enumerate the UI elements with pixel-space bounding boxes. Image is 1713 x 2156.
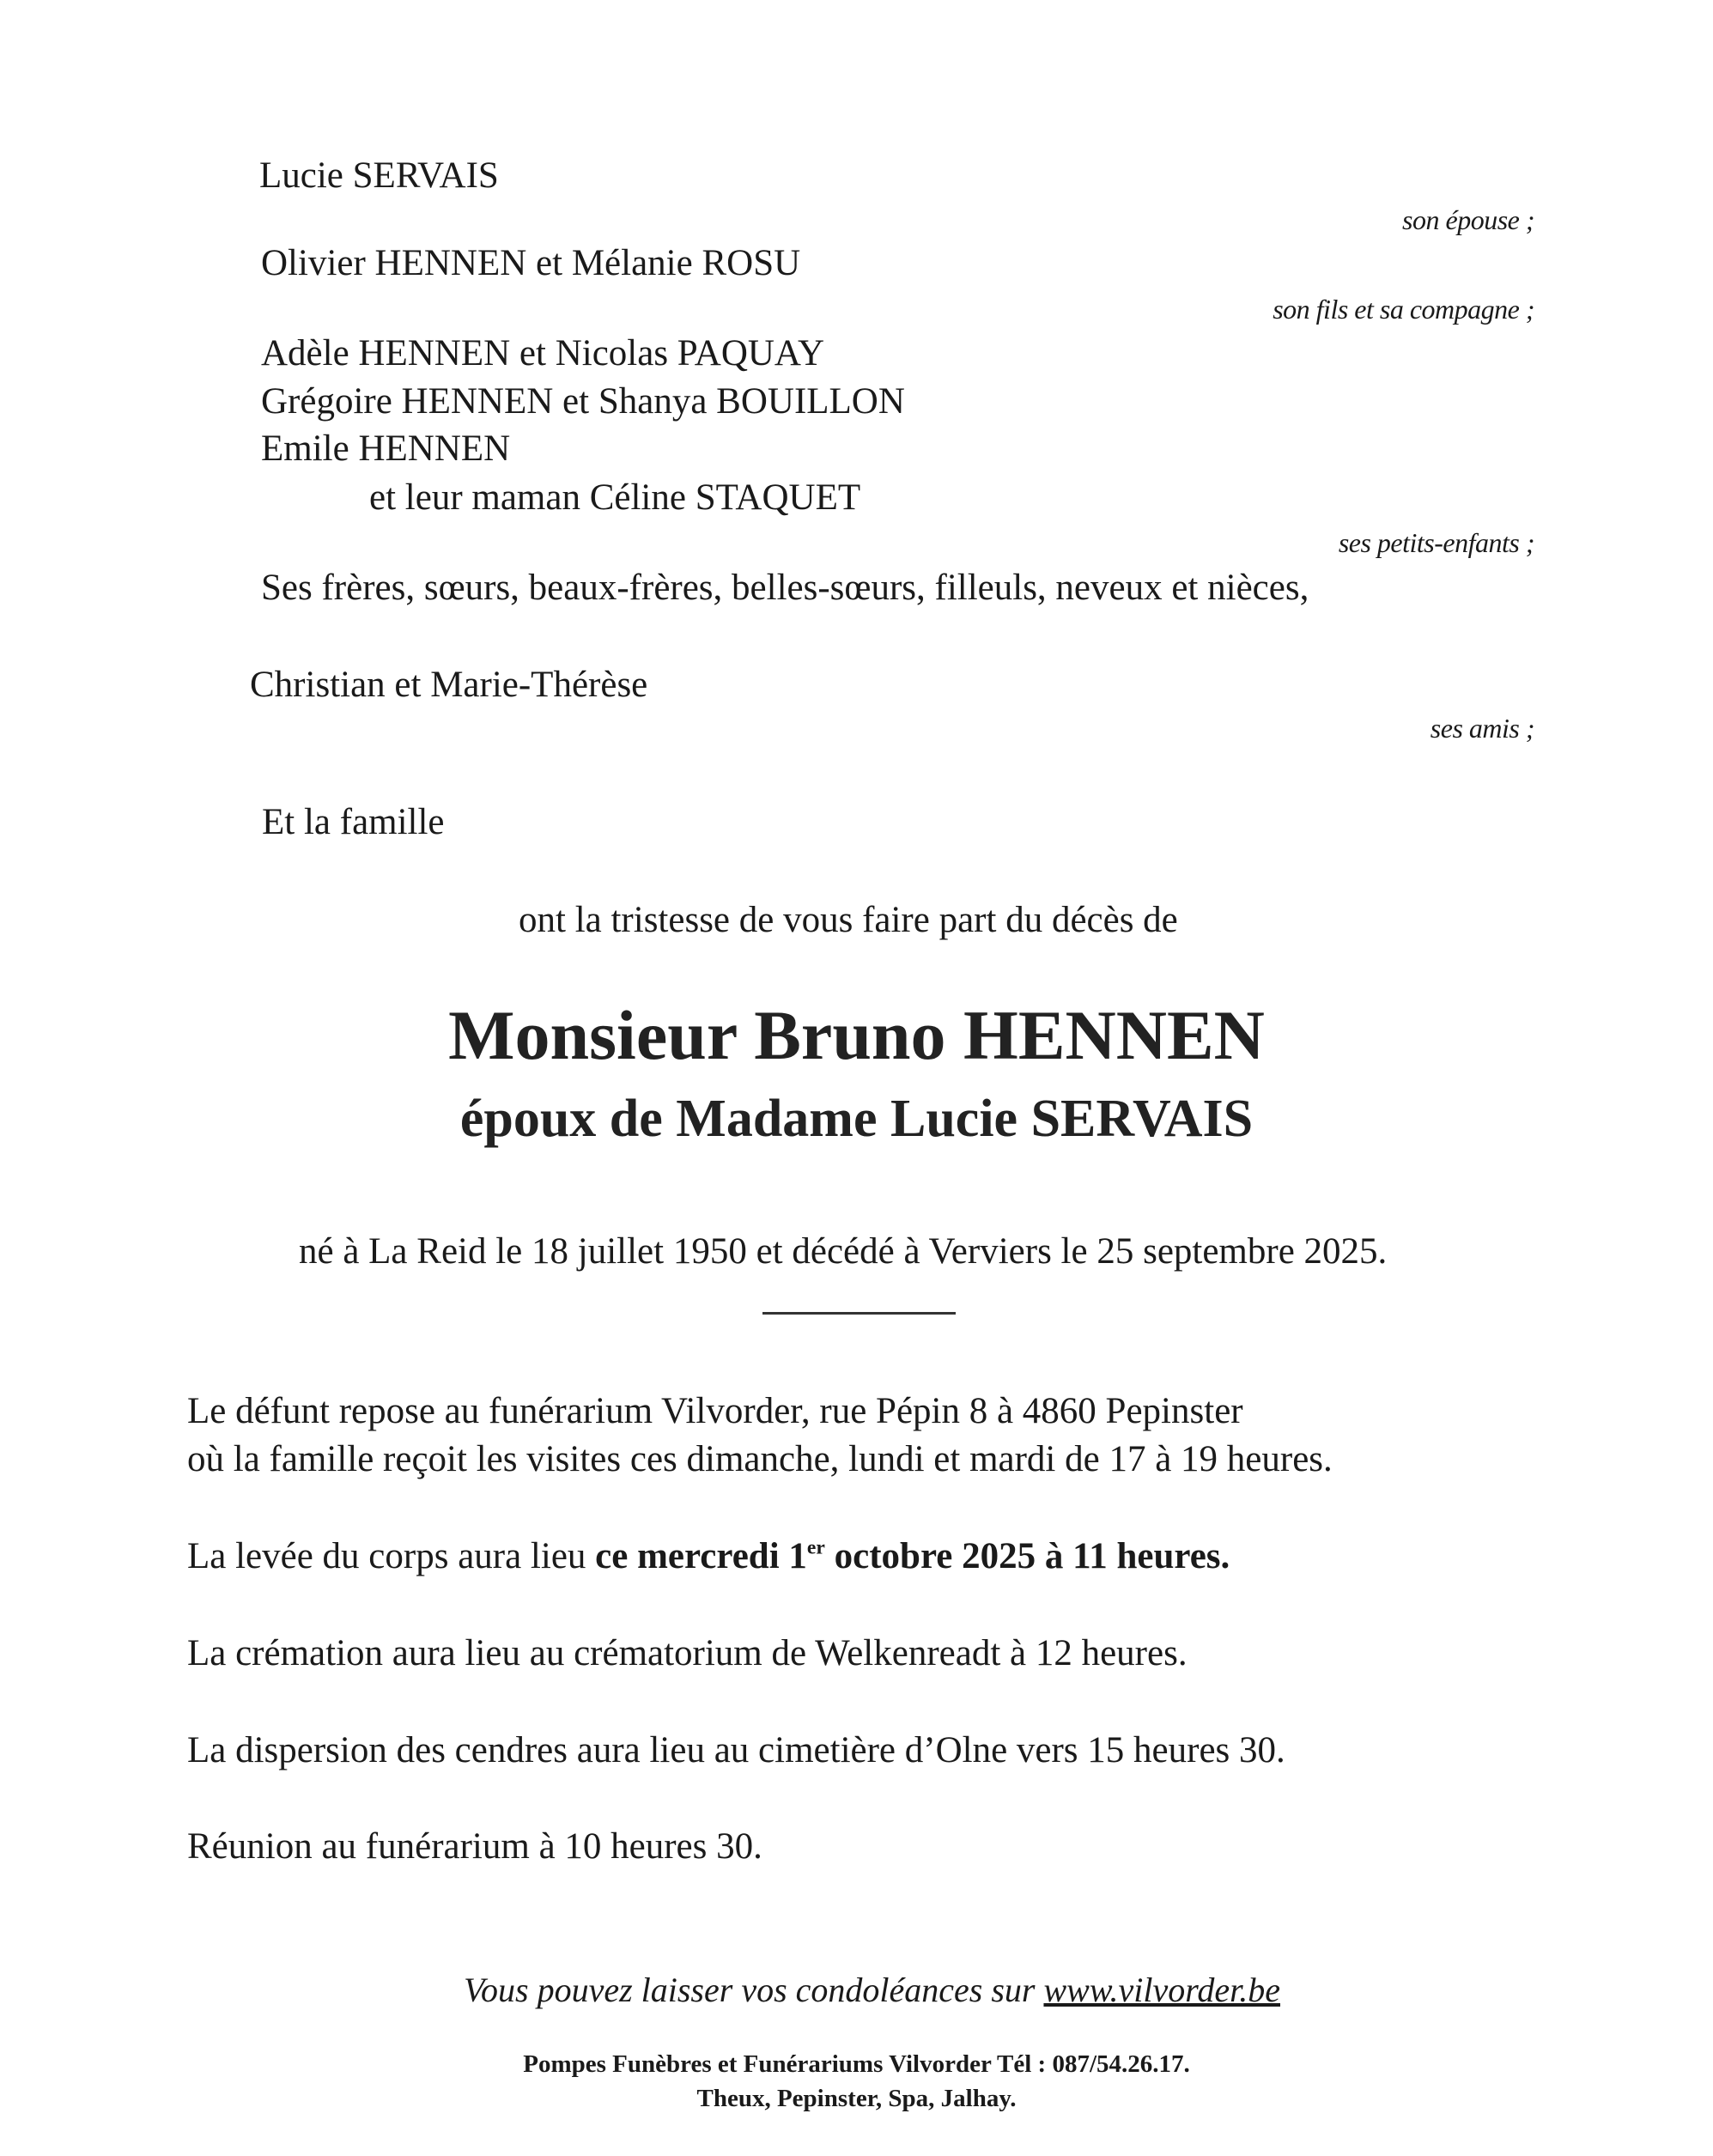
levee-line [187, 1538, 1230, 1575]
footer-company: Pompes Funèbres et Funérariums Vilvorder Tél : 087/54.26.17. [523, 2050, 1190, 2078]
rest-info-line2: où la famille reçoit les visites ces dimanche, lundi et mardi de 17 à 19 heures. [187, 1439, 1333, 1479]
levee-date-a: ce mercredi 1 [595, 1536, 807, 1576]
grandchild-3: Emile HENNEN [261, 428, 511, 469]
announcement-intro: ont la tristesse de vous faire part du décès de [519, 900, 1178, 940]
footer-locations: Theux, Pepinster, Spa, Jalhay. [696, 2085, 1017, 2112]
grandchildren-mother: et leur maman Céline STAQUET [369, 477, 861, 518]
reunion-line: Réunion au funérarium à 10 heures 30. [187, 1826, 762, 1867]
deceased-name: Monsieur Bruno HENNEN [448, 996, 1265, 1074]
condolences-line [464, 1973, 1280, 2007]
friends-role: ses amis ; [1430, 713, 1534, 744]
grandchildren-role: ses petits-enfants ; [1338, 527, 1534, 558]
levee-date-sup: er [806, 1536, 825, 1559]
son-name: Olivier HENNEN et Mélanie ROSU [261, 243, 801, 283]
divider [762, 1312, 956, 1315]
levee-date-b: octobre 2025 à 11 heures. [824, 1536, 1230, 1576]
family-line: Et la famille [262, 802, 445, 842]
siblings-line: Ses frères, sœurs, beaux-frères, belles-sœurs, filleuls, neveux et nièces, [261, 568, 1309, 608]
dispersion-line: La dispersion des cendres aura lieu au cimetière d’Olne vers 15 heures 30. [187, 1730, 1285, 1770]
spouse-name: Lucie SERVAIS [259, 155, 499, 196]
spouse-role: son épouse ; [1402, 204, 1534, 235]
cremation-line: La crémation aura lieu au crématorium de Welkenreadt à 12 heures. [187, 1633, 1188, 1673]
son-role: son fils et sa compagne ; [1273, 294, 1534, 325]
rest-info-line1: Le défunt repose au funérarium Vilvorder, rue Pépin 8 à 4860 Pepinster [187, 1391, 1243, 1431]
levee-prefix: La levée du corps aura lieu [187, 1536, 596, 1576]
grandchild-2: Grégoire HENNEN et Shanya BOUILLON [261, 381, 905, 422]
deceased-spouse-of: époux de Madame Lucie SERVAIS [459, 1090, 1254, 1148]
friends-names: Christian et Marie-Thérèse [250, 665, 648, 705]
grandchild-1: Adèle HENNEN et Nicolas PAQUAY [261, 333, 825, 374]
condolences-link[interactable]: www.vilvorder.be [1043, 1971, 1280, 2009]
condolences-text: Vous pouvez laisser vos condoléances sur [464, 1971, 1044, 2009]
birth-death-dates: né à La Reid le 18 juillet 1950 et décédé à Verviers le 25 septembre 2025. [299, 1231, 1388, 1272]
